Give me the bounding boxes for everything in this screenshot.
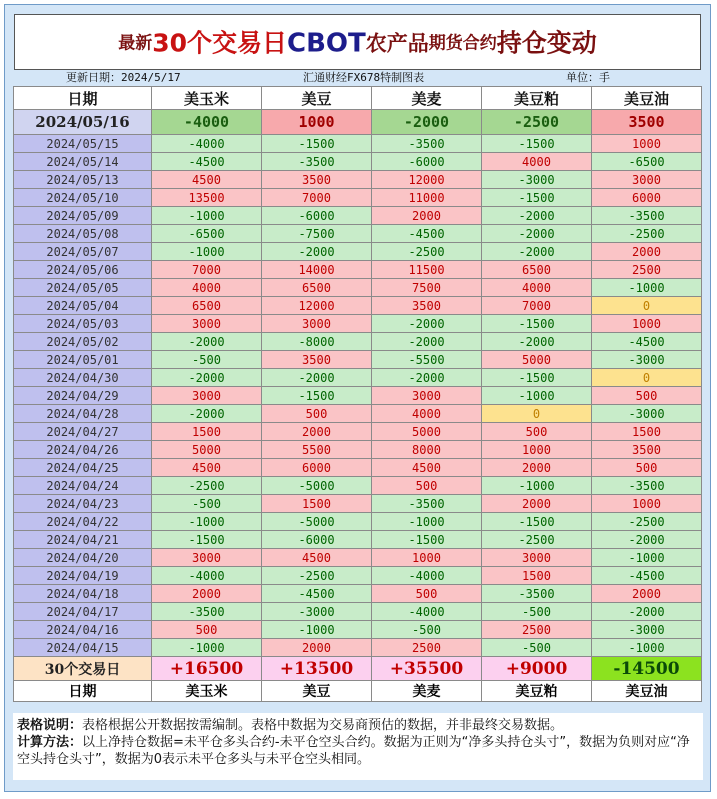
row-value: 6000 [592,189,702,207]
row-value: 2000 [152,585,262,603]
row-value: -7500 [262,225,372,243]
title-part-days: 30个交易日 [152,28,288,58]
row-date: 2024/04/18 [14,585,152,603]
row-value: 2000 [482,459,592,477]
row-value: 13500 [152,189,262,207]
title-part-latest: 最新 [118,33,153,54]
row-value: -2000 [482,243,592,261]
row-value: -2000 [592,603,702,621]
row-date: 2024/04/22 [14,513,152,531]
row-date: 2024/04/27 [14,423,152,441]
row-date: 2024/05/05 [14,279,152,297]
row-value: -2000 [372,315,482,333]
latest-date: 2024/05/16 [14,110,152,135]
row-value: 5000 [372,423,482,441]
header-soybean: 美豆 [262,87,372,110]
row-value: 500 [482,423,592,441]
row-value: 3000 [372,387,482,405]
footer-corn: 美玉米 [152,681,262,702]
row-value: 7000 [482,297,592,315]
row-value: -1500 [152,531,262,549]
row-date: 2024/04/17 [14,603,152,621]
row-date: 2024/04/15 [14,639,152,657]
row-value: -500 [152,495,262,513]
row-value: 1000 [592,315,702,333]
row-value: 2500 [372,639,482,657]
row-date: 2024/04/23 [14,495,152,513]
row-value: 7000 [152,261,262,279]
row-value: 12000 [372,171,482,189]
row-value: 4000 [482,153,592,171]
row-value: 6500 [482,261,592,279]
row-value: 7500 [372,279,482,297]
row-value: 0 [592,297,702,315]
row-date: 2024/05/01 [14,351,152,369]
notes-line-method [17,734,699,768]
row-value: -2500 [592,513,702,531]
notes-panel [13,713,703,780]
row-value: 1000 [372,549,482,567]
row-value: -1500 [482,513,592,531]
row-value: -8000 [262,333,372,351]
row-value: 5000 [482,351,592,369]
latest-value: -4000 [152,110,262,135]
row-value: 7000 [262,189,372,207]
row-date: 2024/04/16 [14,621,152,639]
footer-wheat: 美麦 [372,681,482,702]
row-value: -4500 [262,585,372,603]
row-value: -1500 [482,369,592,387]
table-row [14,603,702,621]
row-value: -5500 [372,351,482,369]
table-row [14,477,702,495]
row-value: 500 [152,621,262,639]
table-row [14,405,702,423]
row-value: -2000 [152,333,262,351]
row-value: 4500 [372,459,482,477]
row-date: 2024/04/25 [14,459,152,477]
table-row [14,621,702,639]
title-part-futures: 期货合约 [428,33,497,54]
row-value: 1500 [152,423,262,441]
row-value: 1500 [482,567,592,585]
table-row [14,459,702,477]
summary-value: +9000 [482,657,592,681]
row-value: -1000 [152,639,262,657]
row-value: -2000 [482,225,592,243]
table-row [14,567,702,585]
row-value: 3000 [152,315,262,333]
footer-row [14,681,702,702]
latest-value: -2500 [482,110,592,135]
summary-value: +35500 [372,657,482,681]
summary-value: -14500 [592,657,702,681]
row-value: 2000 [482,495,592,513]
row-value: 3000 [592,171,702,189]
latest-value: -2000 [372,110,482,135]
row-date: 2024/05/07 [14,243,152,261]
latest-row [14,110,702,135]
position-table [13,86,702,702]
update-date: 更新日期：2024/5/17 [66,71,181,84]
row-value: -2500 [152,477,262,495]
row-value: -1000 [482,477,592,495]
table-row [14,135,702,153]
header-date: 日期 [14,87,152,110]
row-value: -2000 [372,369,482,387]
row-value: -1500 [482,189,592,207]
row-date: 2024/05/09 [14,207,152,225]
row-value: -1500 [262,135,372,153]
table-row [14,351,702,369]
row-value: -3500 [262,153,372,171]
row-date: 2024/05/03 [14,315,152,333]
table-row [14,423,702,441]
table-row [14,153,702,171]
page-title [14,14,701,70]
summary-value: +16500 [152,657,262,681]
footer-soymeal: 美豆粕 [482,681,592,702]
row-value: 6500 [152,297,262,315]
row-value: -2000 [152,405,262,423]
row-value: -1000 [152,243,262,261]
row-value: -2000 [592,531,702,549]
row-value: -2500 [372,243,482,261]
row-value: -2500 [592,225,702,243]
row-date: 2024/04/19 [14,567,152,585]
row-date: 2024/05/15 [14,135,152,153]
row-value: -4000 [372,567,482,585]
row-value: -3500 [152,603,262,621]
latest-value: 3500 [592,110,702,135]
row-value: 3000 [152,549,262,567]
row-value: 3500 [592,441,702,459]
row-date: 2024/05/14 [14,153,152,171]
header-soyoil: 美豆油 [592,87,702,110]
row-value: -4000 [152,135,262,153]
row-value: -1000 [592,279,702,297]
table-row [14,189,702,207]
row-value: -2000 [482,207,592,225]
row-value: 1000 [592,135,702,153]
row-value: -5000 [262,513,372,531]
row-value: 500 [372,477,482,495]
summary-value: +13500 [262,657,372,681]
notes-text-description: 表格根据公开数据按需编制。表格中数据为交易商预估的数据，并非最终交易数据。 [82,718,564,733]
title-part-agri: 农产品 [365,31,429,56]
row-value: 4000 [372,405,482,423]
notes-label-description: 表格说明： [17,718,83,733]
row-value: 3500 [262,351,372,369]
row-value: -2000 [482,333,592,351]
row-value: 0 [482,405,592,423]
row-value: 4500 [152,171,262,189]
row-value: -1000 [592,549,702,567]
row-date: 2024/05/10 [14,189,152,207]
row-value: -5000 [262,477,372,495]
table-row [14,243,702,261]
table-row [14,549,702,567]
table-row [14,369,702,387]
table-row [14,387,702,405]
title-part-cbot: CBOT [287,28,366,59]
row-value: -4500 [592,333,702,351]
row-value: -4000 [152,567,262,585]
row-value: 4000 [152,279,262,297]
table-row [14,333,702,351]
row-value: 4500 [152,459,262,477]
row-value: 500 [262,405,372,423]
row-value: -6000 [262,207,372,225]
row-value: -500 [482,603,592,621]
row-value: -2500 [482,531,592,549]
row-value: 3000 [262,315,372,333]
row-value: 14000 [262,261,372,279]
title-part-position: 持仓变动 [496,28,597,58]
unit-label: 单位：手 [566,71,610,84]
row-date: 2024/04/20 [14,549,152,567]
footer-date: 日期 [14,681,152,702]
row-value: 3000 [482,549,592,567]
row-value: 2000 [592,585,702,603]
footer-soyoil: 美豆油 [592,681,702,702]
row-value: 2000 [262,639,372,657]
row-value: 8000 [372,441,482,459]
row-value: -3500 [372,495,482,513]
row-date: 2024/04/21 [14,531,152,549]
row-value: 5500 [262,441,372,459]
row-value: 2500 [482,621,592,639]
row-value: 6500 [262,279,372,297]
row-value: -1500 [372,531,482,549]
header-row [14,87,702,110]
row-date: 2024/04/30 [14,369,152,387]
summary-row [14,657,702,681]
row-value: 4000 [482,279,592,297]
row-value: -3500 [372,135,482,153]
row-value: 1500 [262,495,372,513]
row-value: 11500 [372,261,482,279]
row-value: -500 [152,351,262,369]
row-value: -1500 [482,135,592,153]
row-value: 3500 [262,171,372,189]
row-value: 1000 [482,441,592,459]
row-value: 2000 [262,423,372,441]
row-value: -1500 [262,387,372,405]
row-value: 2000 [592,243,702,261]
summary-label: 30个交易日 [14,657,152,681]
row-value: 500 [592,459,702,477]
table-row [14,531,702,549]
row-value: -1000 [482,387,592,405]
row-value: -3000 [592,351,702,369]
row-value: -4500 [152,153,262,171]
table-row [14,639,702,657]
row-date: 2024/04/28 [14,405,152,423]
table-row [14,225,702,243]
row-date: 2024/04/24 [14,477,152,495]
row-date: 2024/04/26 [14,441,152,459]
row-value: -2000 [152,369,262,387]
notes-label-method: 计算方法： [17,735,83,750]
table-row [14,207,702,225]
row-value: -1000 [152,207,262,225]
row-value: -6000 [372,153,482,171]
table-row [14,495,702,513]
notes-text-method: 以上净持仓数据=未平仓多头合约-未平仓空头合约。数据为正则为“净多头持仓头寸”，数据为负则对应“净空头持仓头寸”，数据为0表示未平仓多头与未平仓空头相同。 [17,735,690,767]
row-value: 1500 [592,423,702,441]
row-value: -2000 [262,369,372,387]
header-wheat: 美麦 [372,87,482,110]
source-label: 汇通财经FX678特制图表 [303,71,425,84]
row-value: -3000 [592,405,702,423]
row-value: -3000 [482,171,592,189]
row-value: 12000 [262,297,372,315]
row-value: 6000 [262,459,372,477]
row-date: 2024/05/06 [14,261,152,279]
notes-line-description [17,717,699,734]
row-value: -500 [482,639,592,657]
row-value: -6000 [262,531,372,549]
table-row [14,441,702,459]
row-value: 500 [372,585,482,603]
row-date: 2024/05/04 [14,297,152,315]
row-date: 2024/04/29 [14,387,152,405]
table-row [14,315,702,333]
latest-value: 1000 [262,110,372,135]
row-date: 2024/05/13 [14,171,152,189]
row-value: 1000 [592,495,702,513]
row-value: -3500 [482,585,592,603]
row-value: -2000 [372,333,482,351]
row-value: -4000 [372,603,482,621]
row-value: -3500 [592,477,702,495]
row-value: 3500 [372,297,482,315]
row-value: 3000 [152,387,262,405]
row-value: -4500 [592,567,702,585]
row-value: 0 [592,369,702,387]
row-value: -6500 [152,225,262,243]
table-row [14,279,702,297]
row-value: 2500 [592,261,702,279]
header-corn: 美玉米 [152,87,262,110]
table-row [14,261,702,279]
row-value: -1000 [372,513,482,531]
row-value: 5000 [152,441,262,459]
row-value: -3000 [592,621,702,639]
row-value: -3500 [592,207,702,225]
table-row [14,513,702,531]
row-value: -6500 [592,153,702,171]
row-value: 4500 [262,549,372,567]
table-row [14,171,702,189]
footer-soybean: 美豆 [262,681,372,702]
row-value: -1000 [592,639,702,657]
table-row [14,585,702,603]
table-row [14,297,702,315]
row-value: -500 [372,621,482,639]
row-value: -2000 [262,243,372,261]
row-value: 11000 [372,189,482,207]
row-value: -1000 [262,621,372,639]
row-value: -3000 [262,603,372,621]
row-value: -4500 [372,225,482,243]
row-date: 2024/05/08 [14,225,152,243]
row-value: -1000 [152,513,262,531]
row-value: 500 [592,387,702,405]
row-value: -1500 [482,315,592,333]
header-soymeal: 美豆粕 [482,87,592,110]
row-value: -2500 [262,567,372,585]
row-date: 2024/05/02 [14,333,152,351]
row-value: 2000 [372,207,482,225]
